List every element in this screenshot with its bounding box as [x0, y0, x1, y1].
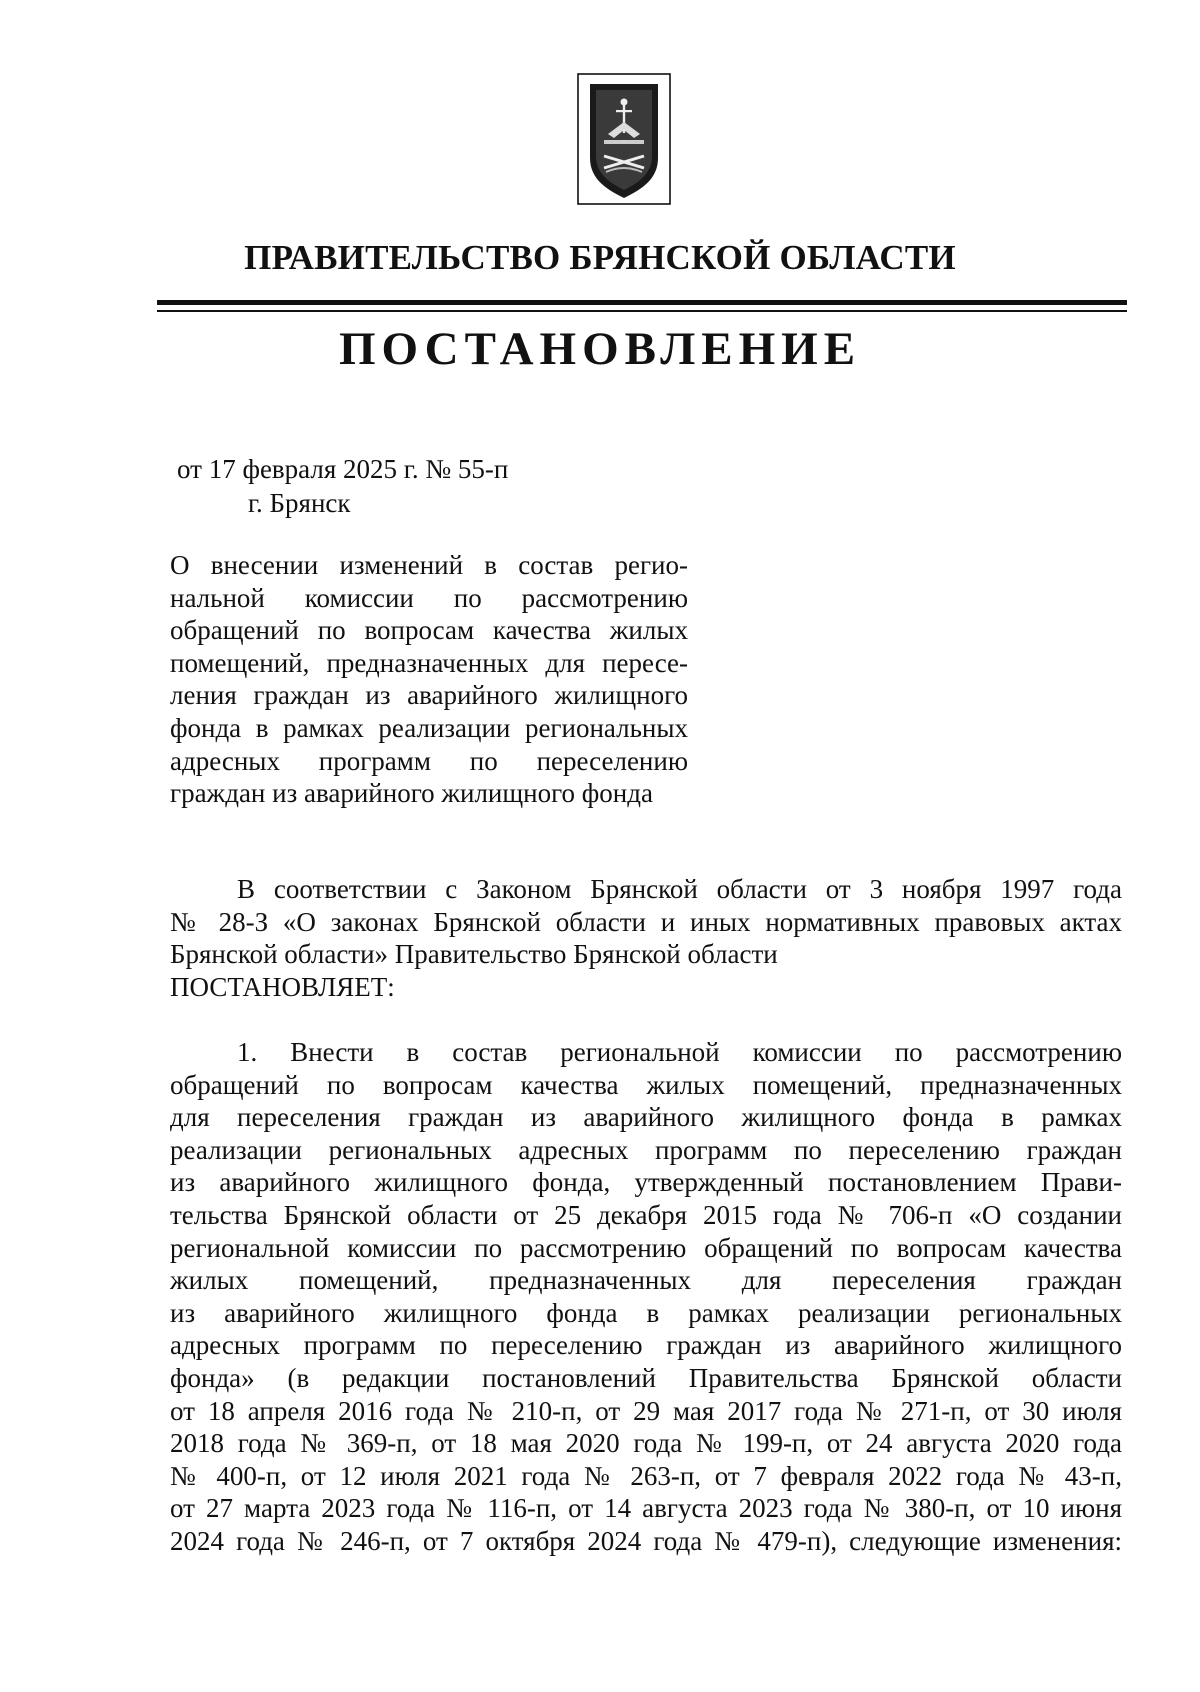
header-rule-thick: [157, 300, 1127, 305]
clause-1-paragraph: [170, 1036, 1122, 1558]
resolves-keyword: ПОСТАНОВЛЯЕТ:: [170, 971, 395, 1002]
header-rule-thin: [157, 310, 1127, 312]
paragraph-line: фонда» (в редакции постановлений Правительства Брянской области: [170, 1362, 1122, 1393]
paragraph-line: из аварийного жилищного фонда в рамках реализации региональных: [170, 1297, 1122, 1328]
subject-line: нальной комиссии по рассмотрению: [170, 582, 688, 613]
subject-line: помещений, предназначенных для пересе-: [170, 647, 688, 678]
paragraph-line: жилых помещений, предназначенных для переселения граждан: [170, 1265, 1122, 1296]
subject-line: фонда в рамках реализации региональных: [170, 712, 688, 743]
paragraph-line: региональной комиссии по рассмотрению обращений по вопросам качества: [170, 1232, 1122, 1263]
paragraph-line: В соответствии с Законом Брянской области от 3 ноября 1997 года: [237, 874, 1122, 904]
paragraph-line: от 18 апреля 2016 года № 210-п, от 29 мая 2017 года № 271-п, от 30 июля: [170, 1395, 1122, 1426]
city: г. Брянск: [248, 488, 351, 518]
paragraph-line: реализации региональных адресных программ по переселению граждан: [170, 1134, 1122, 1165]
subject-line: адресных программ по переселению: [170, 745, 688, 776]
preamble-paragraph: [170, 873, 1122, 1003]
subject-line: ления граждан из аварийного жилищного: [170, 680, 688, 711]
paragraph-line: Брянской области» Правительство Брянской области: [170, 939, 778, 970]
organization-title: ПРАВИТЕЛЬСТВО БРЯНСКОЙ ОБЛАСТИ: [244, 238, 956, 277]
paragraph-line: 1. Внести в состав региональной комиссии по рассмотрению: [237, 1037, 1122, 1067]
paragraph-line: 2018 года № 369-п, от 18 мая 2020 года № 199-п, от 24 августа 2020 года: [170, 1428, 1122, 1459]
bryansk-coat-of-arms-icon: [576, 72, 672, 206]
paragraph-line: для переселения граждан из аварийного жилищного фонда в рамках: [170, 1102, 1122, 1133]
paragraph-line: № 28-З «О законах Брянской области и иных нормативных правовых актах: [170, 906, 1122, 937]
document-subject: [170, 549, 688, 810]
paragraph-line: обращений по вопросам качества жилых помещений, предназначенных: [170, 1069, 1122, 1100]
paragraph-line: из аварийного жилищного фонда, утвержденный постановлением Прави-: [170, 1167, 1122, 1198]
subject-line: граждан из аварийного жилищного фонда: [170, 778, 653, 809]
date-number: от 17 февраля 2025 г. № 55-п: [177, 454, 509, 484]
subject-line: О внесении изменений в состав регио-: [170, 550, 688, 580]
document-type-title: ПОСТАНОВЛЕНИЕ: [338, 323, 862, 375]
paragraph-line: адресных программ по переселению граждан из аварийного жилищного: [170, 1330, 1122, 1361]
paragraph-line: № 400-п, от 12 июля 2021 года № 263-п, от 7 февраля 2022 года № 43-п,: [170, 1460, 1122, 1491]
paragraph-line: тельства Брянской области от 25 декабря 2015 года № 706-п «О создании: [170, 1199, 1122, 1230]
paragraph-line: от 27 марта 2023 года № 116-п, от 14 августа 2023 года № 380-п, от 10 июня: [170, 1493, 1122, 1524]
subject-line: обращений по вопросам качества жилых: [170, 615, 688, 646]
paragraph-line: 2024 года № 246-п, от 7 октября 2024 года № 479-п), следующие изменения:: [170, 1525, 1122, 1556]
